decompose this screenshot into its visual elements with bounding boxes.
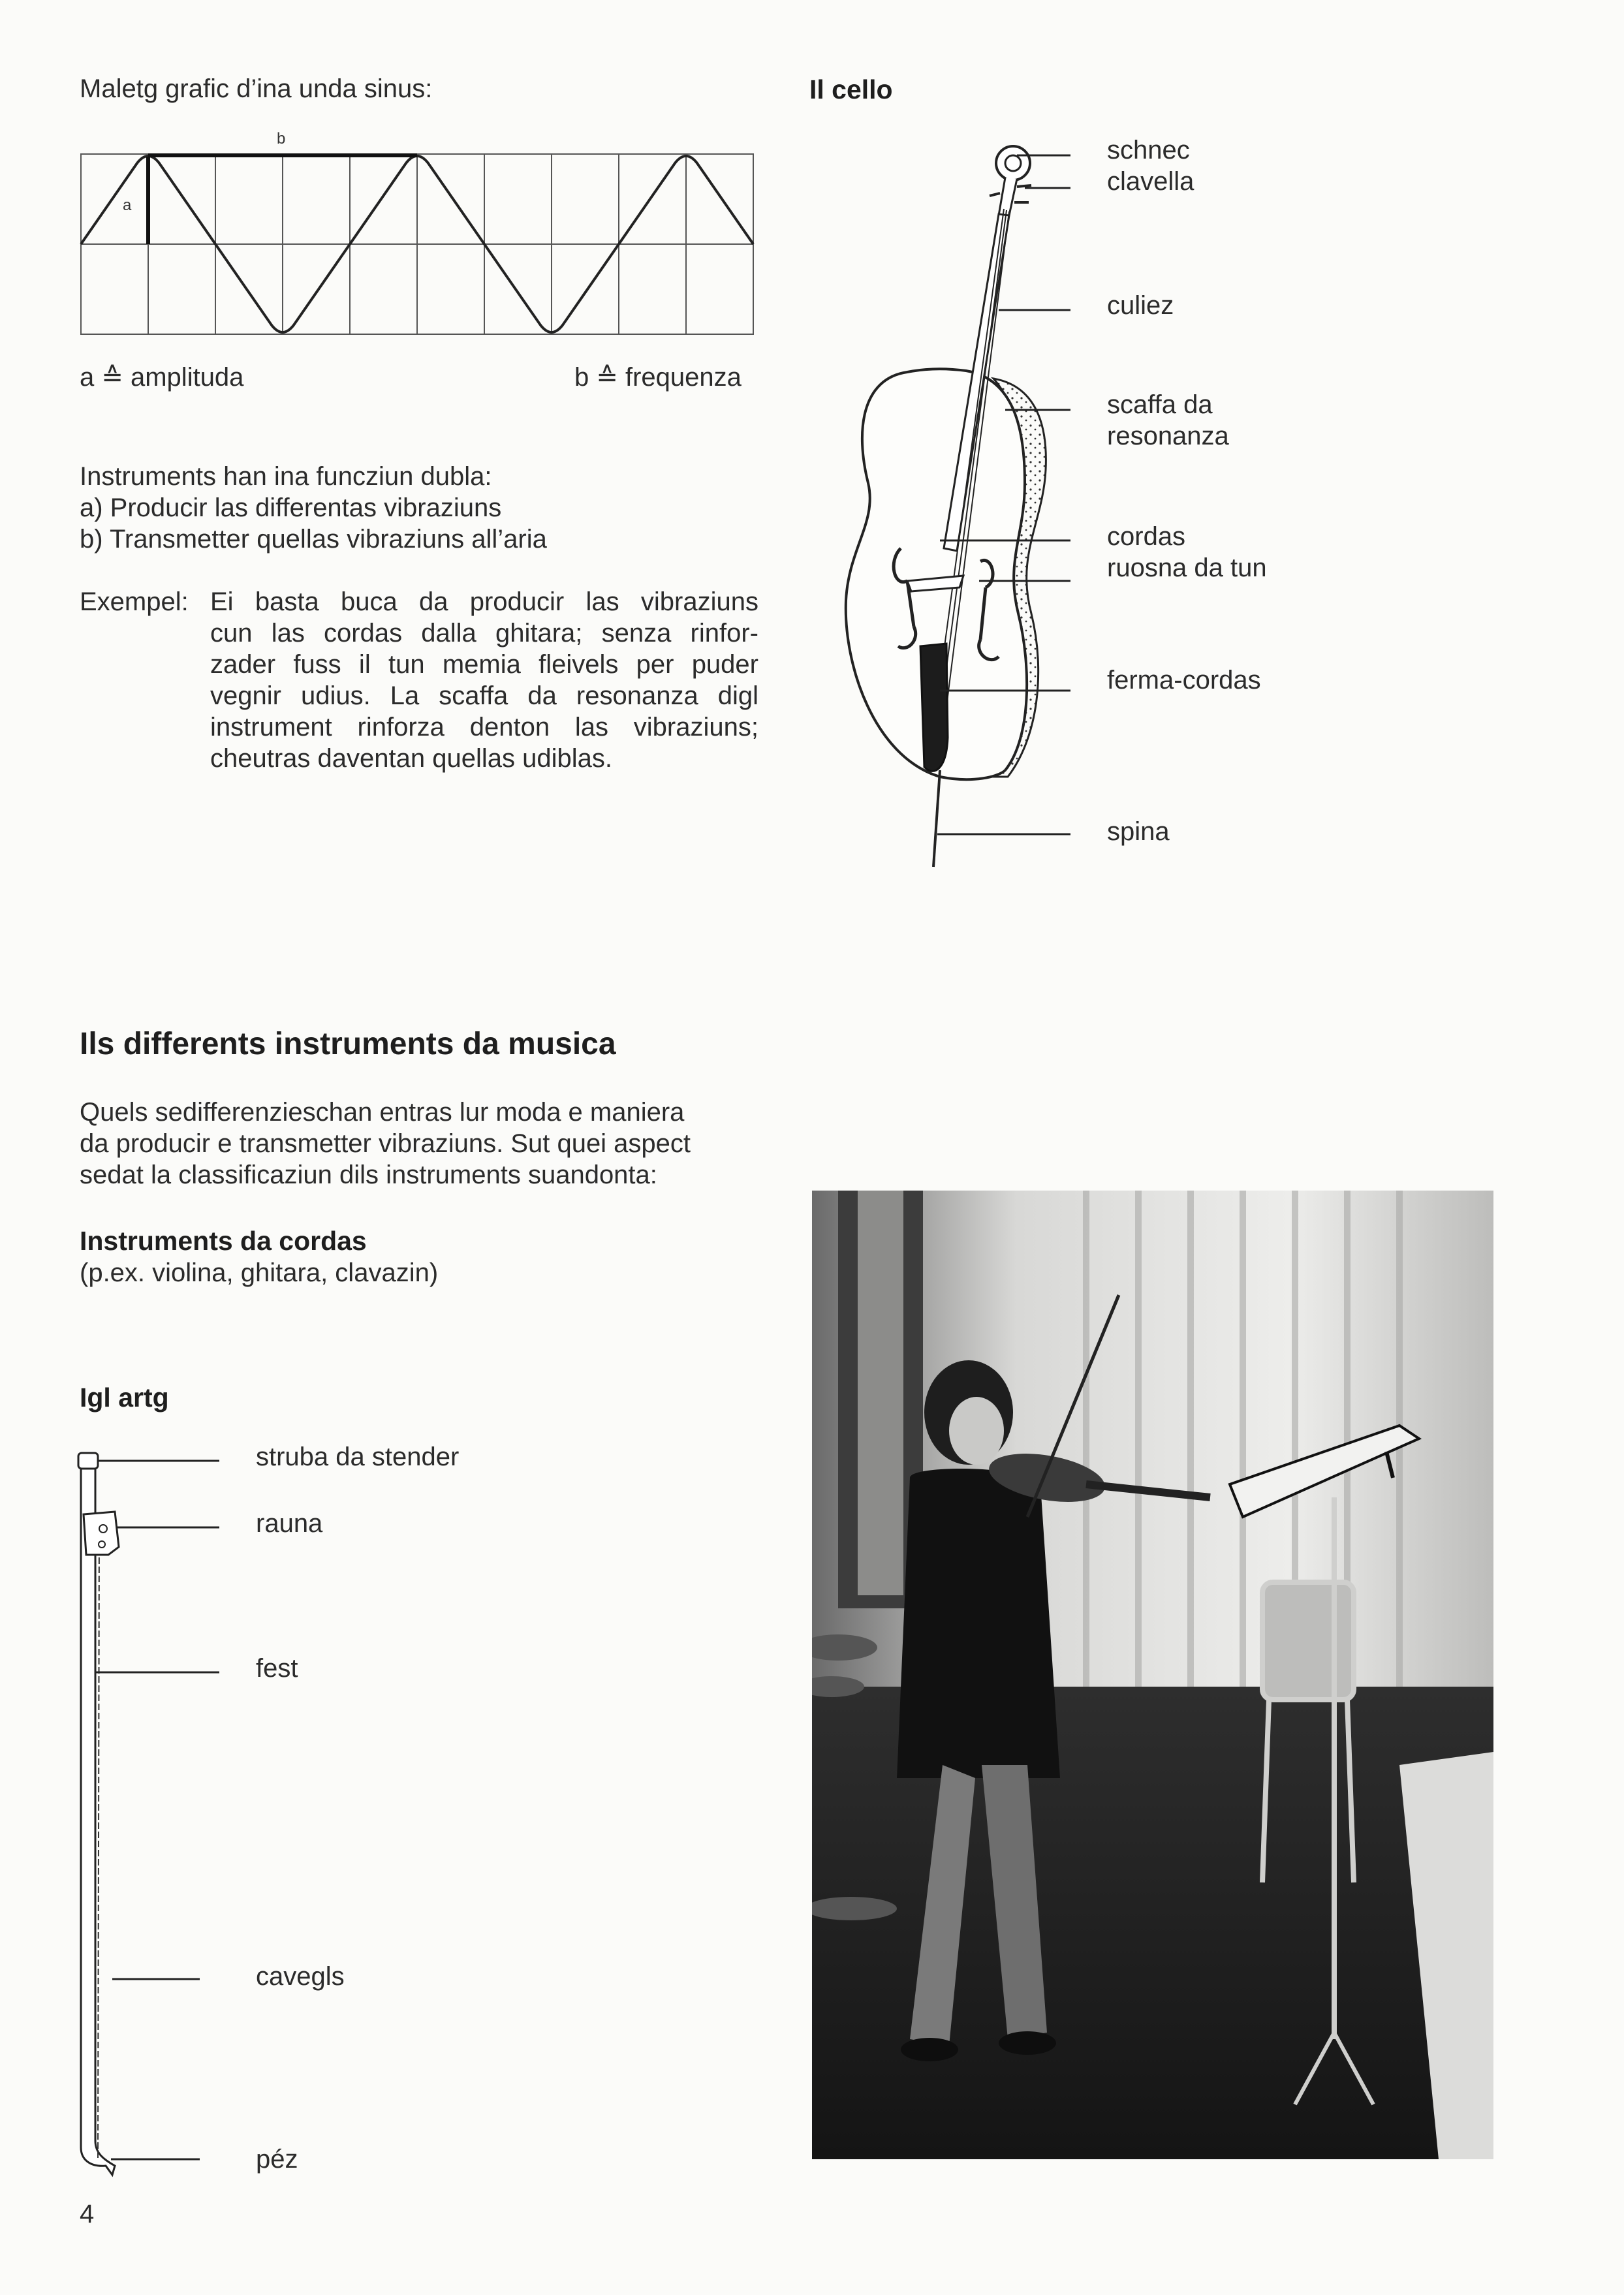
bow-stick (81, 1460, 115, 2175)
cello-label-tailpiece (1107, 664, 1261, 696)
cello-illustration (809, 131, 1097, 875)
cello-label: spina (1107, 817, 1170, 846)
cello-endpin (933, 770, 940, 867)
violinist-photo (812, 1191, 1493, 2159)
graph-grid (81, 154, 753, 334)
legend-frequency: b ≙ frequenza (574, 363, 742, 392)
cello-label: culiez (1107, 291, 1174, 320)
cello-label: resonanza (1107, 422, 1229, 450)
cello-label: schnec (1107, 136, 1190, 164)
legend-amplitude: a ≙ amplituda (80, 363, 244, 392)
cello-label-strings (1107, 521, 1267, 584)
example-line: instrument rinforza denton las vibraziuns; (210, 713, 758, 742)
cello-label: cordas (1107, 522, 1186, 551)
function-line: b) Transmetter quellas vibraziuns all’aria (80, 525, 547, 554)
bow-label-hair: cavegls (256, 1962, 345, 1991)
instruments-line: sedat la classificaziun dils instruments suandonta: (80, 1161, 657, 1189)
bow-label-screw: struba da stender (256, 1443, 460, 1471)
bow-frog (84, 1512, 119, 1555)
example-line: vegnir udius. La scaffa da resonanza digl (210, 681, 758, 710)
page-number: 4 (80, 2200, 95, 2228)
example-line: zader fuss il tun memia fleivels per puder (210, 650, 758, 679)
bow-label-stick: fest (256, 1654, 298, 1683)
bow-label-tip: péz (256, 2145, 298, 2174)
example-line: Ei basta buca da producir las vibraziuns (210, 587, 758, 616)
instruments-line: Quels sedifferenzieschan entras lur moda e maniera (80, 1098, 685, 1127)
period-mark: b (277, 130, 286, 148)
example-line: cun las cordas dalla ghitara; senza rinfor- (210, 619, 758, 648)
example-text (210, 586, 758, 774)
sine-wave-graph (77, 124, 770, 339)
cello-label-endpin (1107, 816, 1170, 847)
cello-label: ruosna da tun (1107, 554, 1267, 582)
amplitude-mark: a (123, 196, 132, 214)
function-line: Instruments han ina funcziun dubla: (80, 462, 492, 491)
instruments-line: da producir e transmetter vibraziuns. Sut quei aspect (80, 1129, 691, 1158)
bow-label-frog: rauna (256, 1509, 323, 1538)
section-heading: Ils differents instruments da musica (80, 1027, 616, 1061)
strings-examples: (p.ex. violina, ghitara, clavazin) (80, 1258, 439, 1287)
cello-title: Il cello (809, 74, 893, 104)
cello-label-body (1107, 389, 1229, 452)
example-line: cheutras daventan quellas udiblas. (210, 744, 612, 773)
cello-tailpiece (920, 644, 948, 771)
cello-label-scroll-peg (1107, 134, 1194, 197)
cello-label: scaffa da (1107, 390, 1213, 419)
function-line: a) Producir las differentas vibraziuns (80, 493, 502, 522)
function-text (80, 461, 547, 555)
cello-label: clavella (1107, 167, 1195, 196)
instruments-text (80, 1097, 691, 1191)
strings-title: Instruments da cordas (80, 1226, 367, 1256)
cello-label-neck (1107, 290, 1174, 321)
bow-title: Igl artg (80, 1382, 169, 1413)
cello-label: ferma-cordas (1107, 666, 1261, 695)
bow-screw (78, 1453, 98, 1469)
example-label: Exempel: (80, 587, 189, 616)
bow-illustration (72, 1443, 235, 2180)
sine-graph-title: Maletg grafic d’ina unda sinus: (80, 74, 433, 103)
